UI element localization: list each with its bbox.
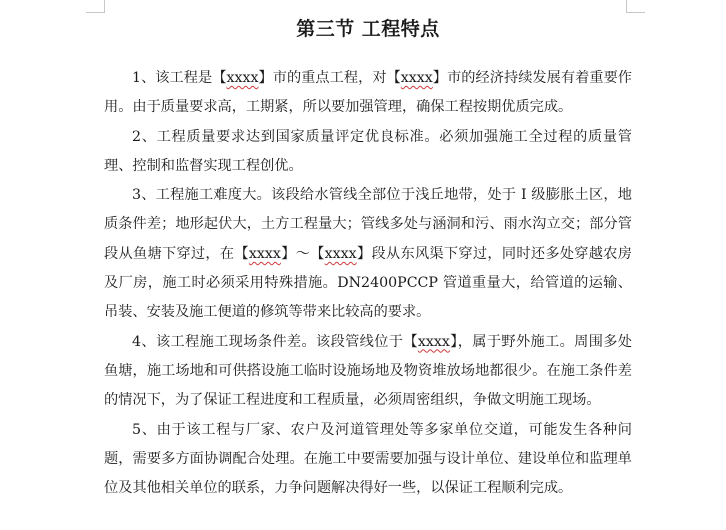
document-page[interactable] <box>104 16 632 503</box>
paragraph-text-run: 】，属于野外施工。周围多处鱼塘，施工场地和可供搭设施工临时设施场地及物资堆放场地都很少。在施工条件差的情况下，为了保证工程进度和工程质量，必须周密组织，争做文明施工现场。 <box>104 333 633 409</box>
paragraph-text-run: 1、该工程是【 <box>132 70 227 86</box>
paragraph-5[interactable] <box>104 416 632 504</box>
page-corner-mark-left <box>86 0 105 13</box>
paragraph-1[interactable] <box>104 64 632 123</box>
section-title[interactable]: 第三节 工程特点 <box>296 18 440 40</box>
paragraph-text-run: 2、工程质量要求达到国家质量评定优良标准。必须加强施工全过程的质量管理、控制和监督实现工程创优。 <box>104 128 632 174</box>
paragraph-text-run: 3、工程施工难度大。该段给水管线全部位于浅丘地带，处于 I 级膨胀土区，地质条件差；地形起伏大，土方工程量大；管线多处与涵洞和污、雨水沟立交；部分管段从鱼塘下穿过，在【 <box>104 187 632 262</box>
placeholder-xxxx: xxxx <box>324 245 357 262</box>
paragraph-text-run: 】市的重点工程，对【 <box>258 70 401 86</box>
paragraph-2[interactable] <box>104 123 632 182</box>
placeholder-xxxx: xxxx <box>248 245 281 262</box>
paragraph-text-run: 】段从东风渠下穿过，同时还多处穿越农房及厂房，施工时必须采用特殊措施。DN2400PCCP 管道重量大，给管道的运输、吊装、安装及施工便道的修筑等带来比较高的要求。 <box>104 245 632 321</box>
paragraph-text-run: 】市的经济持续发展有着重要作用。由于质量要求高，工期紧，所以要加强管理，确保工程按期优质完成。 <box>104 70 632 116</box>
paragraph-text-run: 5、由于该工程与厂家、农户及河道管理处等多家单位交道，可能发生各种问题，需要多方面协调配合处理。在施工中要需要加强与设计单位、建设单位和监理单位及其他相关单位的联系，力争问题解决得好一些，以保证工程顺利完成。 <box>104 421 632 497</box>
paragraph-text-run: 】～【 <box>280 245 325 262</box>
paragraph-3[interactable] <box>104 181 632 327</box>
page-corner-mark-right <box>626 0 645 13</box>
paragraph-text-run: 4、该工程施工现场条件差。该段管线位于【 <box>132 333 418 350</box>
placeholder-xxxx: xxxx <box>226 70 259 86</box>
document-body[interactable] <box>104 64 632 503</box>
placeholder-xxxx: xxxx <box>400 70 433 86</box>
placeholder-xxxx: xxxx <box>417 333 450 350</box>
paragraph-4[interactable] <box>104 328 632 416</box>
